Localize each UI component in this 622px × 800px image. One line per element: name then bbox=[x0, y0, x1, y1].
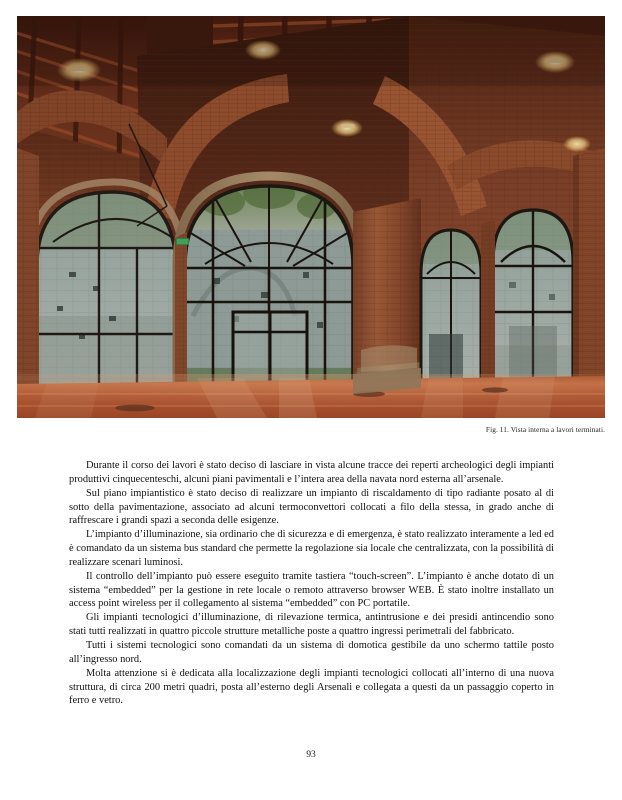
paragraph: Il controllo dell’impianto può essere eseguito tramite tastiera “touch-screen”. L’impianto è anche dotato di un sistema “embedded” per la gestione in rete locale o remoto attraverso browser WEB. È stato inoltre installato un access point wireless per il collegamento al sistema “embedded” con PC portatile. bbox=[69, 570, 554, 610]
paragraph: Molta attenzione si è dedicata alla localizzazione degli impianti tecnologici collocati all’interno di una nuova struttura, di circa 200 metri quadri, posta all’esterno degli Arsenali e collegata a questi da un passaggio coperto in ferro e vetro. bbox=[69, 667, 554, 707]
interior-photograph bbox=[17, 16, 605, 418]
paragraph: Durante il corso dei lavori è stato deciso di lasciare in vista alcune tracce dei reperti archeologici degli impianti produttivi cinquecenteschi, alcuni piani pavimentali e l’intera area della navata nord esterna all’arsenale. bbox=[69, 460, 554, 485]
body-text bbox=[69, 459, 554, 708]
figure-11 bbox=[17, 16, 605, 418]
paragraph: Gli impianti tecnologici d’illuminazione, di rilevazione termica, antintrusione e dei presidi antincendio sono stati tutti realizzati in quattro piccole strutture metalliche poste a quattro ingressi perimetrali del fabbricato. bbox=[69, 612, 554, 638]
page-number: 93 bbox=[306, 749, 316, 760]
figure-caption: Fig. 11. Vista interna a lavori terminati. bbox=[485, 425, 605, 434]
paragraph: Sul piano impiantistico è stato deciso di realizzare un impianto di riscaldamento di tipo radiante posato al di sotto della pavimentazione, associato ad alcuni termoconvettori collocati a filo della stessa, in grado anche di raffrescare i grandi spazi a seconda delle esigenze. bbox=[69, 487, 554, 527]
photo-illustration bbox=[17, 16, 605, 418]
paragraph: L’impianto d’illuminazione, sia ordinario che di sicurezza e di emergenza, è stato realizzato interamente a led ed è comandato da un sistema bus standard che permette la regolazione sia locale che centralizzata, con la possibilità di realizzare scenari luminosi. bbox=[69, 529, 554, 568]
paragraph: Tutti i sistemi tecnologici sono comandati da un sistema di domotica gestibile da uno schermo tattile posto all’ingresso nord. bbox=[69, 639, 554, 665]
